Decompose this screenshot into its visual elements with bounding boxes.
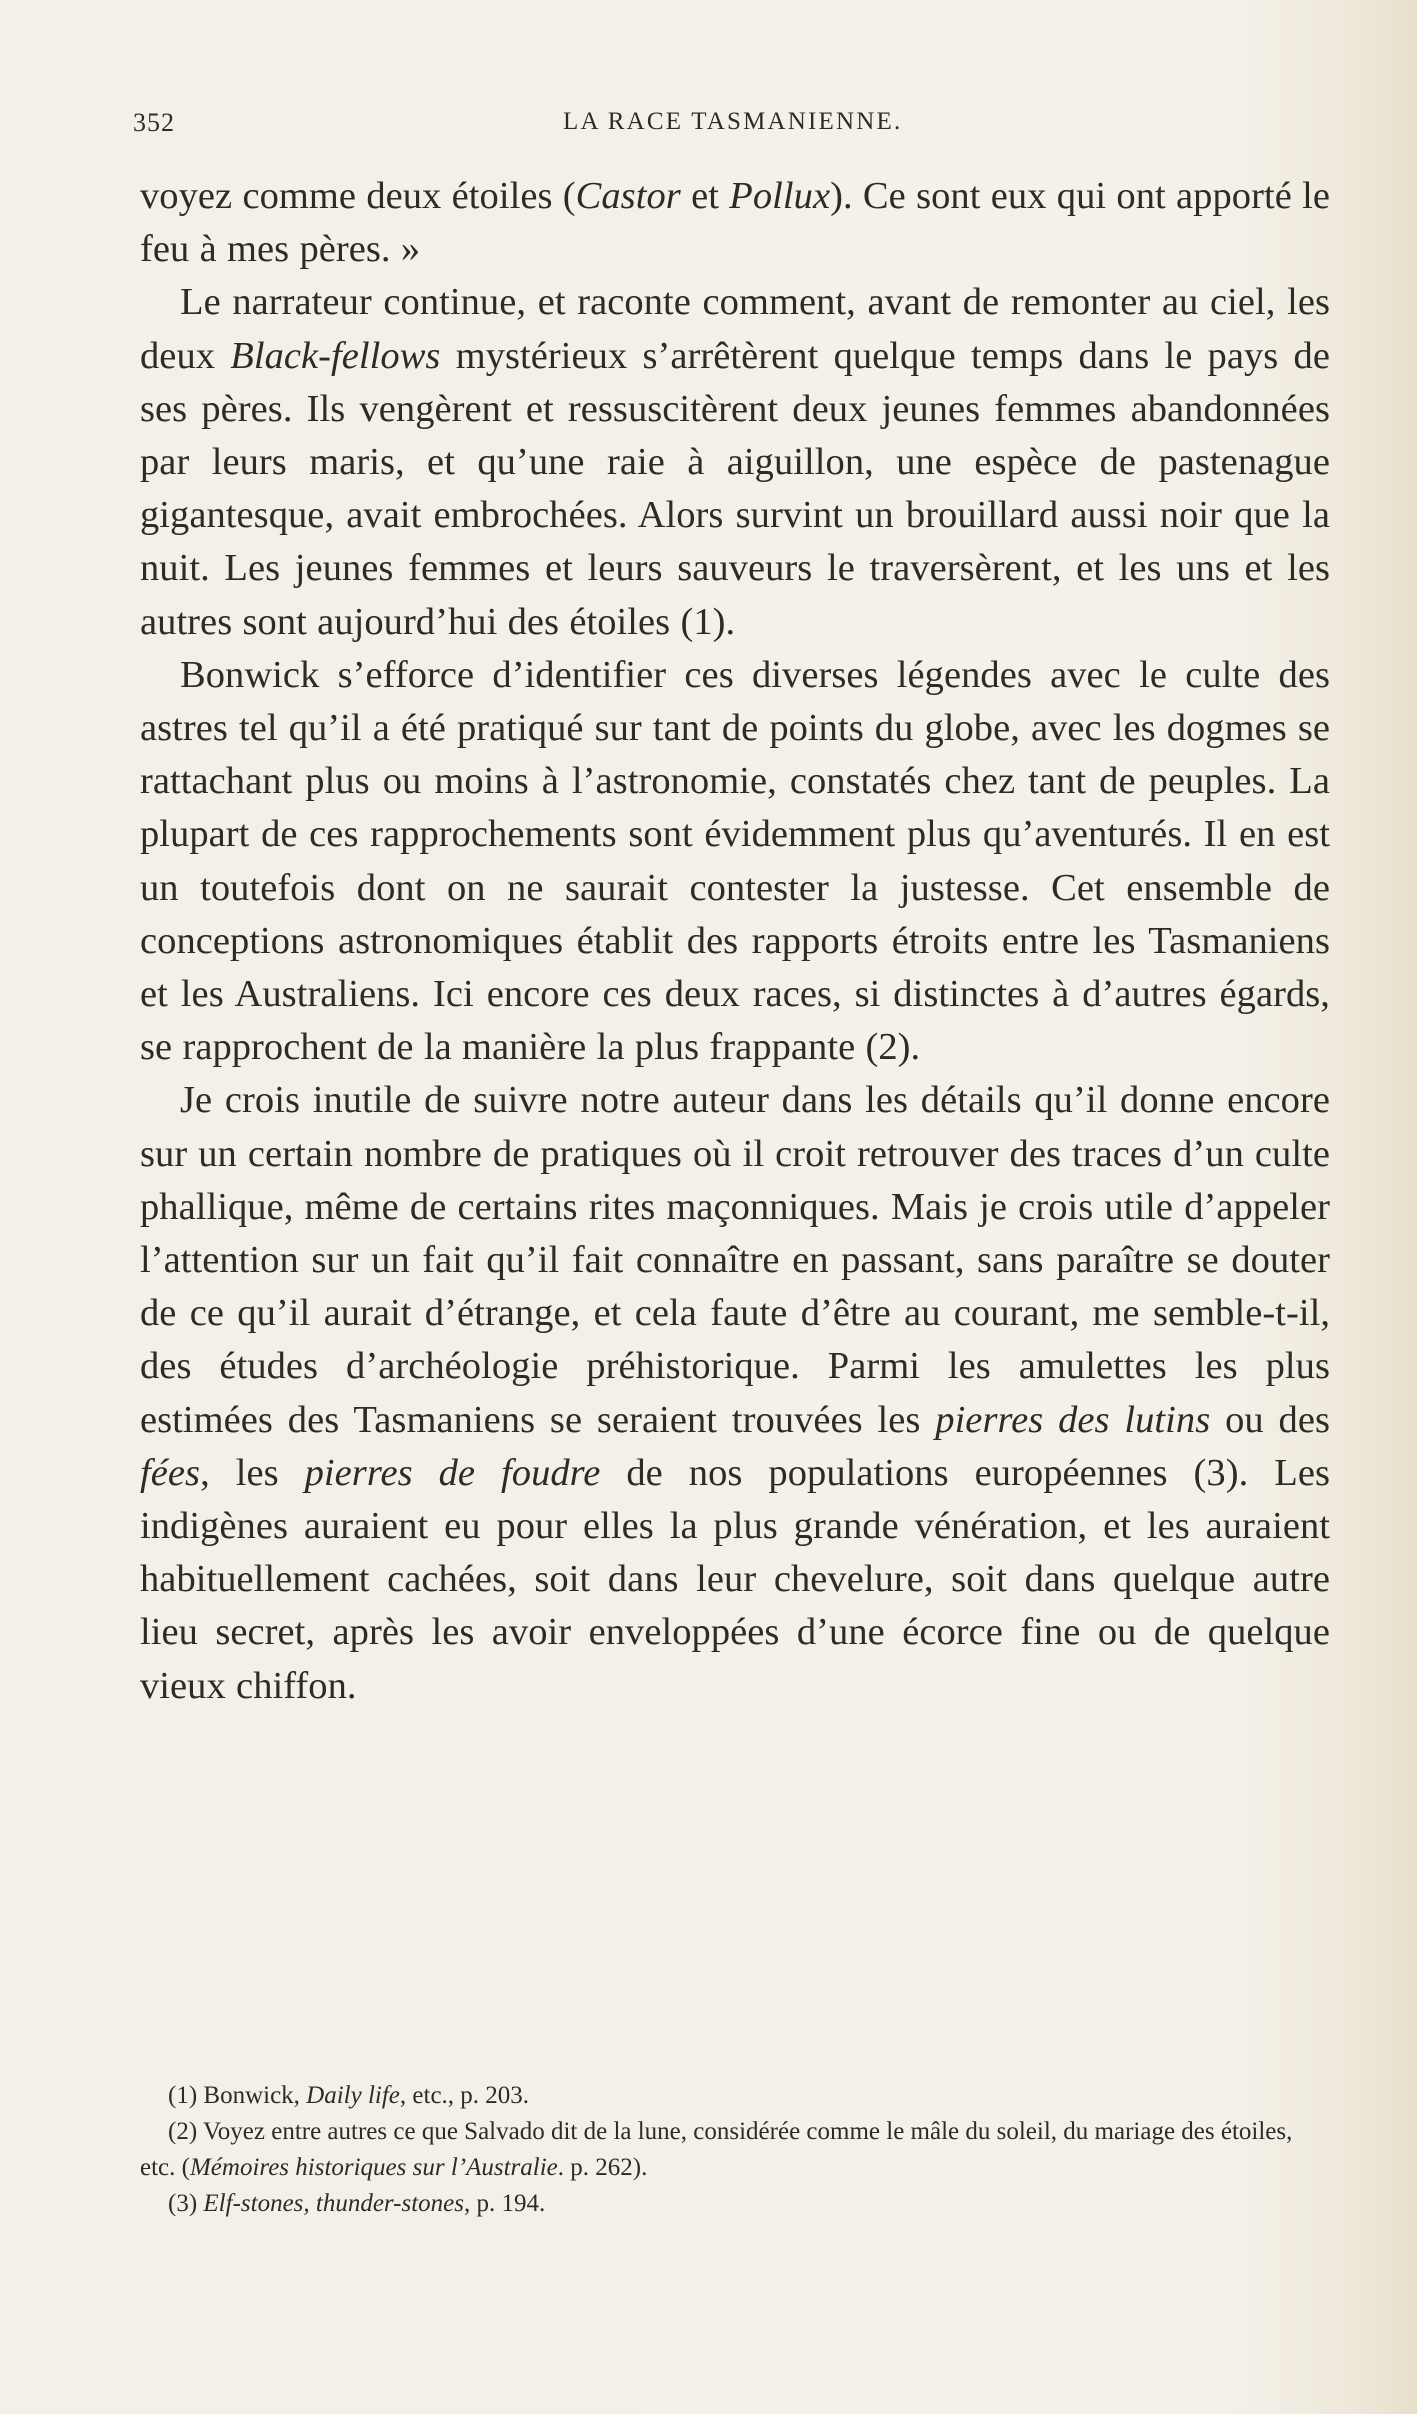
paragraph-1 — [140, 170, 1330, 276]
footnote-italic-text: Elf-stones, thunder-stones — [203, 2190, 464, 2217]
italic-text-segment: Black-fellows — [230, 334, 441, 377]
footnote-italic-text: Mémoires historiques sur l’Australie — [189, 2154, 558, 2181]
running-head — [133, 108, 1333, 150]
footnote-text: (1) Bonwick, — [168, 2082, 307, 2109]
footnotes — [140, 2078, 1330, 2222]
text-segment: voyez comme deux étoiles ( — [140, 175, 576, 217]
footnote-1 — [140, 2078, 1330, 2114]
italic-text-segment: Pollux — [729, 175, 831, 217]
body-text — [140, 170, 1330, 1713]
text-segment: , les — [200, 1451, 305, 1494]
footnote-text: . p. 262). — [557, 2154, 648, 2181]
text-segment: ). Ce sont eux qui ont apporté le feu à mes pères. » — [140, 175, 1331, 271]
italic-text-segment: pierres des lutins — [935, 1398, 1211, 1441]
running-title: LA RACE TASMANIENNE. — [563, 108, 903, 135]
footnote-text: (3) — [168, 2190, 204, 2217]
footnote-text: (2) Voyez entre autres ce que Salvado dit de la lune, considérée comme le mâle du soleil, du mariage des étoiles, etc. ( — [140, 2118, 1293, 2181]
paragraph-4 — [140, 1074, 1330, 1712]
paragraph-3 — [140, 649, 1330, 1075]
text-segment: Je crois inutile de suivre notre auteur dans les détails qu’il donne encore sur un certain nombre de pratiques où il croit retrouver des traces d’un culte phallique, même de certains rites maçonniques. Mais je crois utile d’appeler l’attention sur un fait qu’il fait connaître en passant, sans paraître se douter de ce qu’il aurait d’étrange, et cela faute d’être au courant, me semble-t-il, des études d’archéologie préhistorique. Parmi les amulettes les plus estimées des Tasmaniens se seraient trouvées les — [140, 1079, 1330, 1441]
italic-text-segment: pierres de foudre — [304, 1451, 601, 1494]
italic-text-segment: Castor — [575, 175, 681, 217]
footnote-text: , p. 194. — [464, 2190, 546, 2217]
text-segment: de nos populations européennes (3). Les indigènes auraient eu pour elles la plus grande vénération, et les auraient habituellement cachées, soit dans leur chevelure, soit dans quelque autre lieu secret, après les avoir enveloppées d’une écorce fine ou de quelque vieux chiffon. — [140, 1451, 1330, 1707]
page-number: 352 — [133, 108, 175, 137]
text-segment: et — [680, 175, 730, 217]
text-segment: Le narrateur continue, et raconte comment, avant de remonter au ciel, les deux — [140, 281, 1330, 377]
footnote-2 — [140, 2114, 1330, 2186]
text-segment: mystérieux s’arrêtèrent quelque temps dans le pays de ses pères. Ils vengèrent et ressuscitèrent deux jeunes femmes abandonnées par leurs maris, et qu’une raie à aiguillon, une espèce de pastenague gigantesque, avait embrochées. Alors survint un brouillard aussi noir que la nuit. Les jeunes femmes et leurs sauveurs le traversèrent, et les uns et les autres sont aujourd’hui des étoiles (1). — [140, 334, 1330, 643]
italic-text-segment: fées — [140, 1451, 201, 1494]
footnote-3 — [140, 2186, 1330, 2222]
footnote-text: , etc., p. 203. — [399, 2082, 530, 2109]
footnote-italic-text: Daily life — [306, 2082, 400, 2109]
paragraph-2 — [140, 276, 1330, 648]
text-segment: ou des — [1210, 1398, 1330, 1441]
text-segment: Bonwick s’efforce d’identifier ces diverses légendes avec le culte des astres tel qu’il a été pratiqué sur tant de points du globe, avec les dogmes se rattachant plus ou moins à l’astronomie, constatés chez tant de peuples. La plupart de ces rapprochements sont évidemment plus qu’aventurés. Il en est un toutefois dont on ne saurait contester la justesse. Cet ensemble de conceptions astronomiques établit des rapports étroits entre les Tasmaniens et les Australiens. Ici encore ces deux races, si distinctes à d’autres égards, se rapprochent de la manière la plus frappante (2). — [140, 653, 1330, 1069]
